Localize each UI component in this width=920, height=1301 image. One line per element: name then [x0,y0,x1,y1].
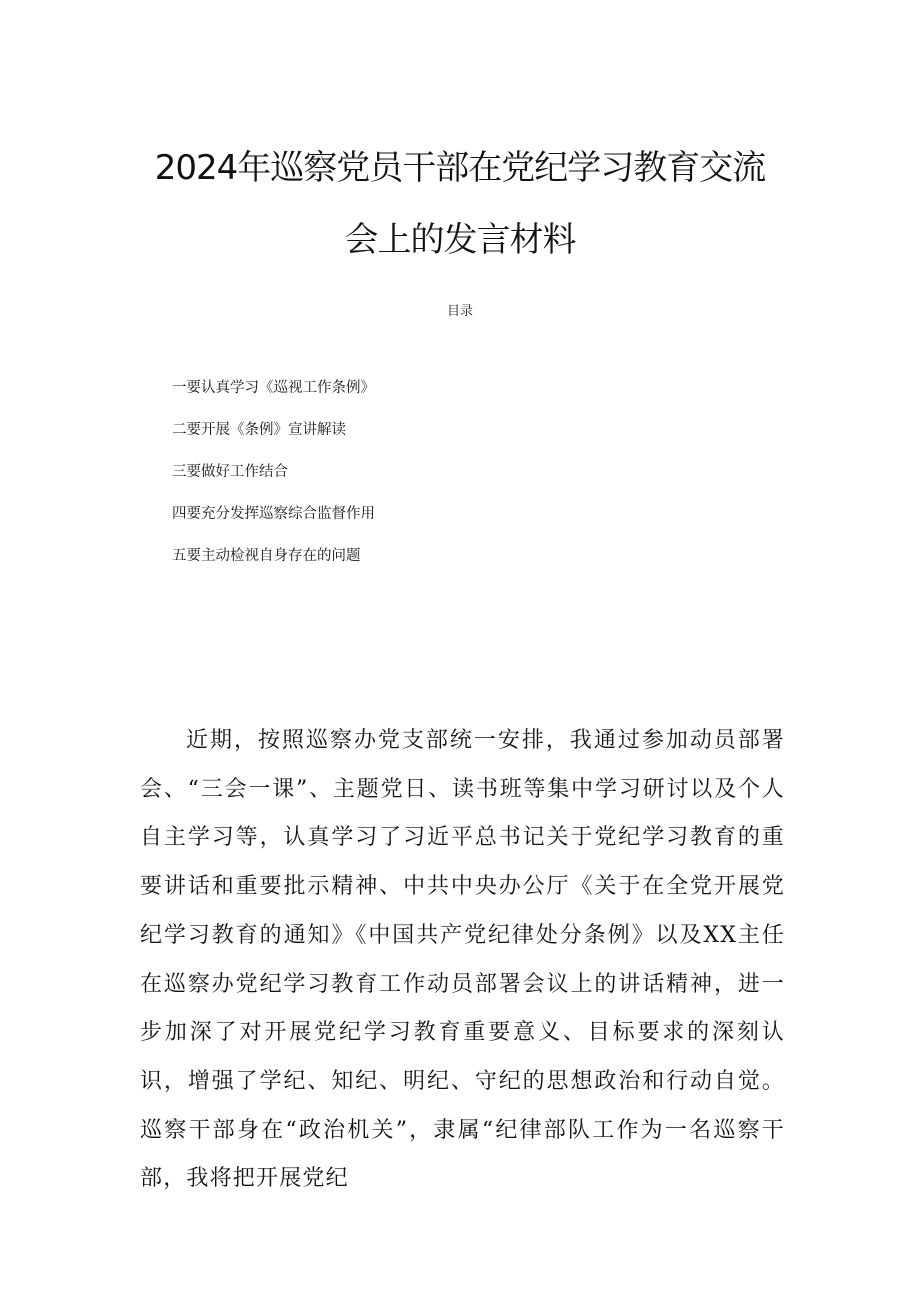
toc-item-4: 四要充分发挥巡察综合监督作用 [172,506,375,522]
toc-item-1: 一要认真学习《巡视工作条例》 [172,380,375,396]
document-title-line-2: 会上的发言材料 [344,220,576,260]
body-paragraph: 近期，按照巡察办党支部统一安排，我通过参加动员部署会、“三会一课”、主题党日、读书班等集中学习研讨以及个人自主学习等，认真学习了习近平总书记关于党纪学习教育的重要讲话和重要批示精神、中共中央办公厅《关于在全党开展党纪学习教育的通知》《中国共产党纪律处分条例》以及XX主任在巡察办党纪学习教育工作动员部署会议上的讲话精神，进一步加深了对开展党纪学习教育重要意义、目标要求的深刻认识，增强了学纪、知纪、明纪、守纪的思想政治和行动自觉。巡察干部身在“政治机关”，隶属“纪律部队工作为一名巡察干部，我将把开展党纪 [140,728,785,1192]
document-title-line-1: 2024年巡察党员干部在党纪学习教育交流 [154,148,766,188]
toc-item-2: 二要开展《条例》宣讲解读 [172,422,346,438]
table-of-contents [172,378,375,588]
toc-item-3: 三要做好工作结合 [172,464,288,480]
toc-heading: 目录 [446,304,473,319]
toc-item-5: 五要主动检视自身存在的问题 [172,548,361,564]
